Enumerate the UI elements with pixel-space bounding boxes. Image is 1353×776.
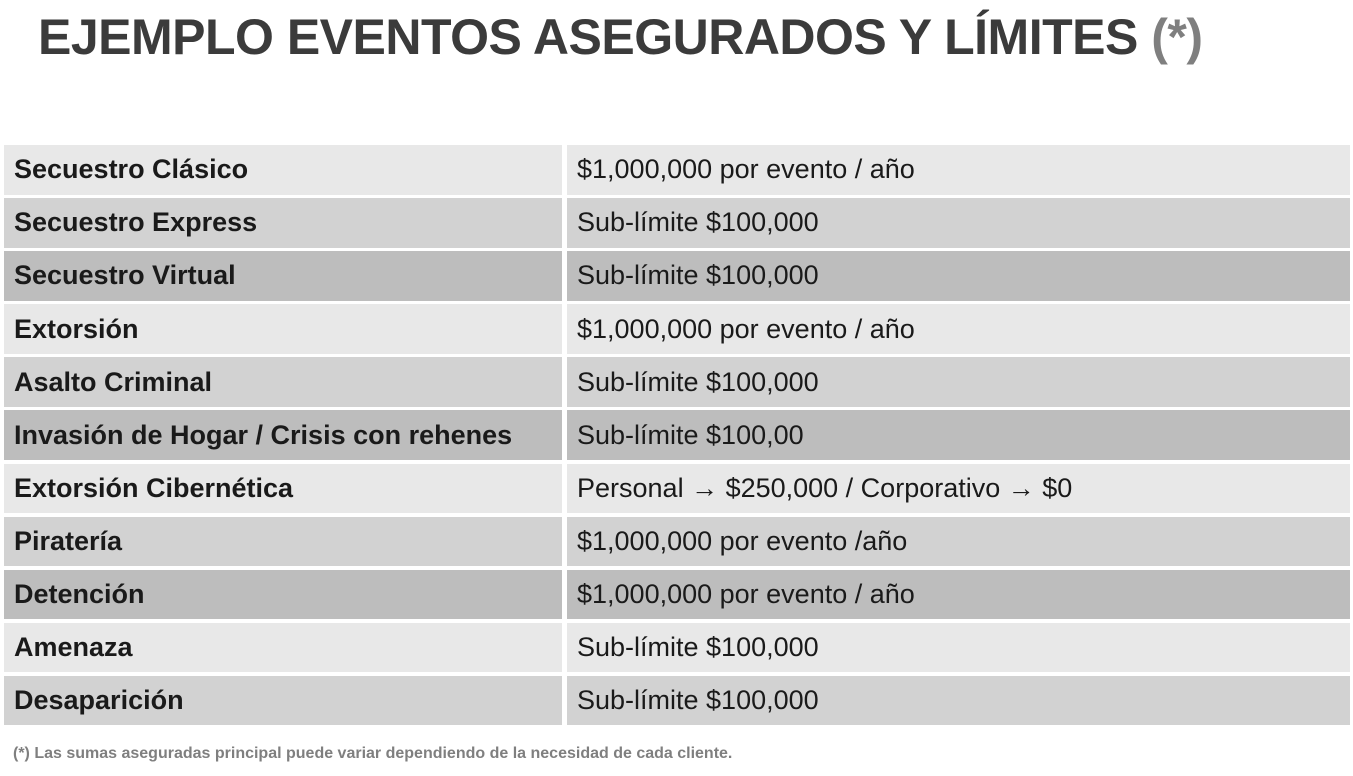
page-title-footnote-mark: (*) bbox=[1151, 9, 1203, 65]
limit-cell: Sub-límite $100,000 bbox=[567, 676, 1350, 726]
event-cell: Amenaza bbox=[4, 623, 562, 673]
event-cell: Extorsión Cibernética bbox=[4, 464, 562, 514]
table-row bbox=[4, 623, 1350, 673]
table-row bbox=[4, 410, 1350, 460]
limit-cell: Personal → $250,000 / Corporativo → $0 bbox=[567, 464, 1350, 514]
limit-cell: Sub-límite $100,00 bbox=[567, 410, 1350, 460]
table-row bbox=[4, 198, 1350, 248]
table-row bbox=[4, 145, 1350, 195]
event-cell: Secuestro Clásico bbox=[4, 145, 562, 195]
limit-cell: Sub-límite $100,000 bbox=[567, 198, 1350, 248]
limit-cell: Sub-límite $100,000 bbox=[567, 357, 1350, 407]
footnote: (*) Las sumas aseguradas principal puede variar dependiendo de la necesidad de cada cliente. bbox=[13, 745, 733, 762]
table-row bbox=[4, 304, 1350, 354]
limit-cell: Sub-límite $100,000 bbox=[567, 251, 1350, 301]
event-cell: Secuestro Express bbox=[4, 198, 562, 248]
event-cell: Detención bbox=[4, 570, 562, 620]
event-cell: Extorsión bbox=[4, 304, 562, 354]
limit-cell: Sub-límite $100,000 bbox=[567, 623, 1350, 673]
event-cell: Desaparición bbox=[4, 676, 562, 726]
table-row bbox=[4, 251, 1350, 301]
table-row bbox=[4, 464, 1350, 514]
limit-cell: $1,000,000 por evento / año bbox=[567, 570, 1350, 620]
table-row bbox=[4, 676, 1350, 726]
table-row bbox=[4, 357, 1350, 407]
limit-cell: $1,000,000 por evento / año bbox=[567, 145, 1350, 195]
event-cell: Secuestro Virtual bbox=[4, 251, 562, 301]
page-title bbox=[38, 6, 1203, 68]
limit-cell: $1,000,000 por evento /año bbox=[567, 517, 1350, 567]
table-row bbox=[4, 570, 1350, 620]
limit-cell: $1,000,000 por evento / año bbox=[567, 304, 1350, 354]
event-cell: Asalto Criminal bbox=[4, 357, 562, 407]
coverage-table bbox=[4, 145, 1350, 729]
page-title-text: EJEMPLO EVENTOS ASEGURADOS Y LÍMITES bbox=[38, 9, 1138, 65]
event-cell: Invasión de Hogar / Crisis con rehenes bbox=[4, 410, 562, 460]
event-cell: Piratería bbox=[4, 517, 562, 567]
table-row bbox=[4, 517, 1350, 567]
